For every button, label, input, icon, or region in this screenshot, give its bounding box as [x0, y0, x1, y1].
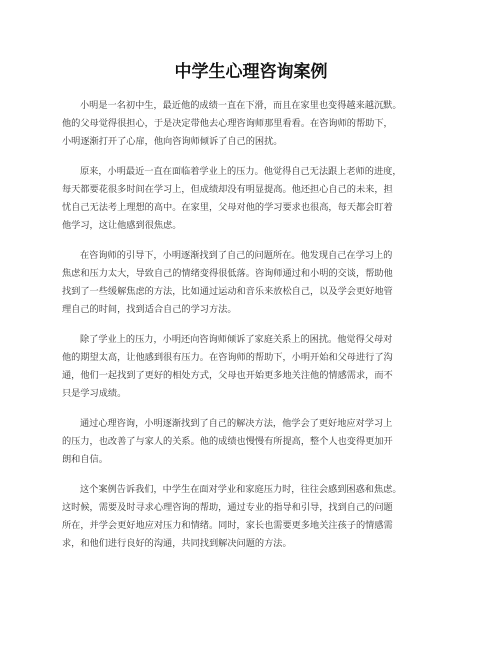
text-line: 他的父母觉得很担心，于是决定带他去心理咨询师那里看看。在咨询师的帮助下，: [62, 118, 393, 129]
text-line: 这时候，需要及时寻求心理咨询的帮助，通过专业的指导和引导，找到自己的问题: [62, 502, 393, 513]
text-line: 求，和他们进行良好的沟通，共同找到解决问题的方法。: [62, 538, 292, 549]
paragraph: [62, 163, 442, 235]
text-line: 通过心理咨询，小明逐渐找到了自己的解决方法，他学会了更好地应对学习上: [80, 418, 393, 429]
text-line: 的压力，也改善了与家人的关系。他的成绩也慢慢有所提高，整个人也变得更加开: [62, 436, 393, 447]
text-line: 他的期望太高，让他感到很有压力。在咨询师的帮助下，小明开始和父母进行了沟: [62, 352, 393, 363]
text-line: 焦虑和压力太大，导致自己的情绪变得很低落。咨询师通过和小明的交谈，帮助他: [62, 268, 393, 279]
paragraph: [62, 481, 442, 553]
text-line: 小明是一名初中生，最近他的成绩一直在下滑，而且在家里也变得越来越沉默。: [80, 100, 402, 111]
text-line: 原来，小明最近一直在面临着学业上的压力。他觉得自己无法跟上老师的进度，: [80, 166, 402, 177]
text-line: 小明逐渐打开了心扉，他向咨询师倾诉了自己的困扰。: [62, 136, 283, 147]
text-line: 朗和自信。: [62, 454, 108, 465]
text-line: 理自己的时间，找到适合自己的学习方法。: [62, 304, 237, 315]
text-line: 找到了一些缓解焦虑的方法，比如通过运动和音乐来放松自己，以及学会更好地管: [62, 286, 393, 297]
paragraph: [62, 247, 442, 319]
text-line: 通，他们一起找到了更好的相处方式，父母也开始更多地关注他的情感需求，而不: [62, 370, 393, 381]
text-line: 他学习，这让他感到很焦虑。: [62, 220, 182, 231]
text-line: 忧自己无法考上理想的高中。在家里，父母对他的学习要求也很高，每天都会盯着: [62, 202, 393, 213]
text-line: 只是学习成绩。: [62, 388, 127, 399]
text-line: 每天都要花很多时间在学习上，但成绩却没有明显提高。他还担心自己的未来，担: [62, 184, 393, 195]
text-line: 所在，并学会更好地应对压力和情绪。同时，家长也需要更多地关注孩子的情感需: [62, 520, 393, 531]
paragraph: [62, 97, 442, 151]
text-line: 除了学业上的压力，小明还向咨询师倾诉了家庭关系上的困扰。他觉得父母对: [80, 334, 393, 345]
text-line: 在咨询师的引导下，小明逐渐找到了自己的问题所在。他发现自己在学习上的: [80, 250, 393, 261]
paragraph: [62, 415, 442, 469]
document-body: [62, 97, 442, 565]
text-line: 这个案例告诉我们，中学生在面对学业和家庭压力时，往往会感到困惑和焦虑。: [80, 484, 402, 495]
document-title: 中学生心理咨询案例: [174, 62, 328, 82]
paragraph: [62, 331, 442, 403]
